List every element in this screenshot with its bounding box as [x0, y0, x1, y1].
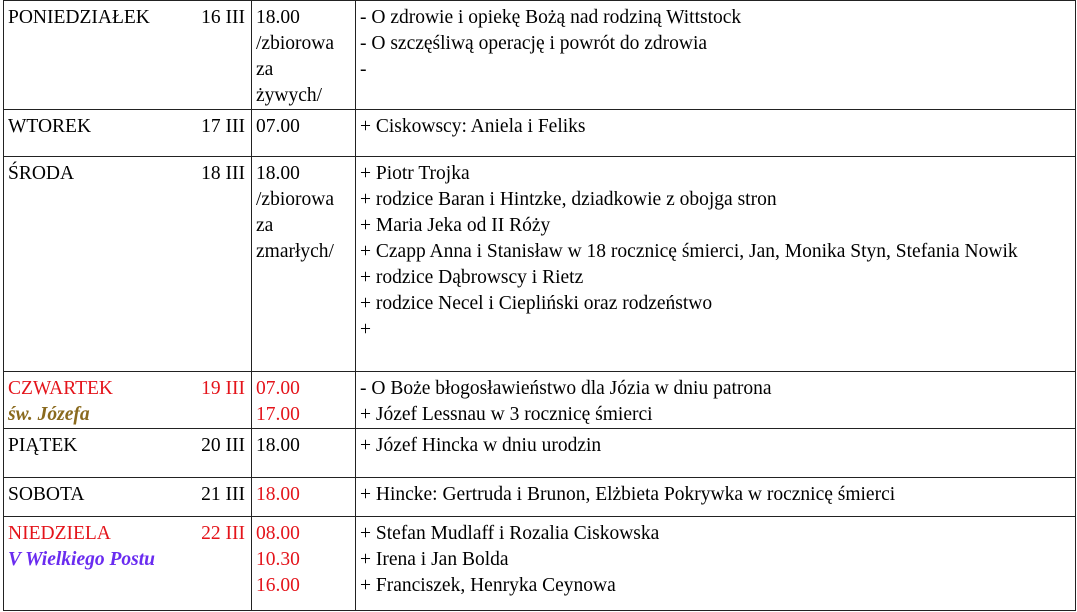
time-note: za — [256, 59, 274, 80]
time: 16.00 — [256, 575, 300, 596]
time-note: zmarłych/ — [256, 241, 334, 262]
time-cell — [252, 429, 356, 478]
day-name: WTOREK — [8, 116, 92, 137]
table-row — [4, 110, 1076, 157]
time-cell — [252, 1, 356, 110]
intention: - O Boże błogosławieństwo dla Józia w dniu patrona — [360, 378, 772, 399]
intentions-cell — [356, 429, 1076, 478]
day-name: ŚRODA — [8, 163, 75, 184]
intention: + Józef Hincka w dniu urodzin — [360, 435, 602, 456]
feast-name: św. Józefa — [8, 404, 90, 425]
time-note: /zbiorowa — [256, 189, 334, 210]
day-name: NIEDZIELA — [8, 523, 111, 544]
intention: + rodzice Dąbrowscy i Rietz — [360, 267, 584, 288]
day-name: CZWARTEK — [8, 378, 113, 399]
table-row — [4, 372, 1076, 429]
intention: + Hincke: Gertruda i Brunon, Elżbieta Pokrywka w rocznicę śmierci — [360, 484, 896, 505]
time: 08.00 — [256, 523, 300, 544]
intentions-cell — [356, 157, 1076, 372]
intentions-cell — [356, 110, 1076, 157]
intention: - — [360, 59, 367, 80]
day-date: 17 III — [201, 116, 245, 137]
intentions-cell — [356, 478, 1076, 517]
liturgical-day: V Wielkiego Postu — [8, 549, 155, 570]
time: 17.00 — [256, 404, 300, 425]
time-cell — [252, 517, 356, 611]
intention: + rodzice Baran i Hintzke, dziadkowie z obojga stron — [360, 189, 777, 210]
table-row — [4, 517, 1076, 611]
time-cell — [252, 372, 356, 429]
intentions-cell — [356, 517, 1076, 611]
day-date: 18 III — [201, 163, 245, 184]
time-cell — [252, 110, 356, 157]
day-cell — [4, 372, 252, 429]
intention: + Stefan Mudlaff i Rozalia Ciskowska — [360, 523, 660, 544]
intentions-cell — [356, 1, 1076, 110]
time: 18.00 — [256, 7, 300, 28]
day-cell — [4, 478, 252, 517]
time: 10.30 — [256, 549, 300, 570]
time: 07.00 — [256, 116, 300, 137]
day-date: 16 III — [201, 7, 245, 28]
day-date: 20 III — [201, 435, 245, 456]
day-cell — [4, 517, 252, 611]
time: 07.00 — [256, 378, 300, 399]
day-cell — [4, 157, 252, 372]
time-note: żywych/ — [256, 85, 323, 106]
day-name: PIĄTEK — [8, 435, 78, 456]
table-row — [4, 429, 1076, 478]
mass-intentions-table — [3, 0, 1076, 611]
intention: + Józef Lessnau w 3 rocznicę śmierci — [360, 404, 653, 425]
intention: + Piotr Trojka — [360, 163, 470, 184]
time-cell — [252, 157, 356, 372]
intention: + Czapp Anna i Stanisław w 18 rocznicę śmierci, Jan, Monika Styn, Stefania Nowik — [360, 241, 1018, 262]
time: 18.00 — [256, 163, 300, 184]
intention: + rodzice Necel i Ciepliński oraz rodzeństwo — [360, 293, 713, 314]
intention: - O zdrowie i opiekę Bożą nad rodziną Wittstock — [360, 7, 742, 28]
table-row — [4, 478, 1076, 517]
day-date: 19 III — [201, 378, 245, 399]
time: 18.00 — [256, 435, 300, 456]
intention: + — [360, 319, 371, 340]
intention: + Maria Jeka od II Róży — [360, 215, 551, 236]
day-cell — [4, 429, 252, 478]
intention: + Ciskowscy: Aniela i Feliks — [360, 116, 586, 137]
day-name: SOBOTA — [8, 484, 85, 505]
time-note: za — [256, 215, 274, 236]
table-row — [4, 1, 1076, 110]
intention: + Irena i Jan Bolda — [360, 549, 509, 570]
intentions-cell — [356, 372, 1076, 429]
intention: - O szczęśliwą operację i powrót do zdrowia — [360, 33, 708, 54]
table-row — [4, 157, 1076, 372]
intention: + Franciszek, Henryka Ceynowa — [360, 575, 616, 596]
day-cell — [4, 110, 252, 157]
time-cell — [252, 478, 356, 517]
time-note: /zbiorowa — [256, 33, 334, 54]
day-date: 21 III — [201, 484, 245, 505]
day-cell — [4, 1, 252, 110]
day-name: PONIEDZIAŁEK — [8, 7, 150, 28]
time: 18.00 — [256, 484, 300, 505]
day-date: 22 III — [201, 523, 245, 544]
